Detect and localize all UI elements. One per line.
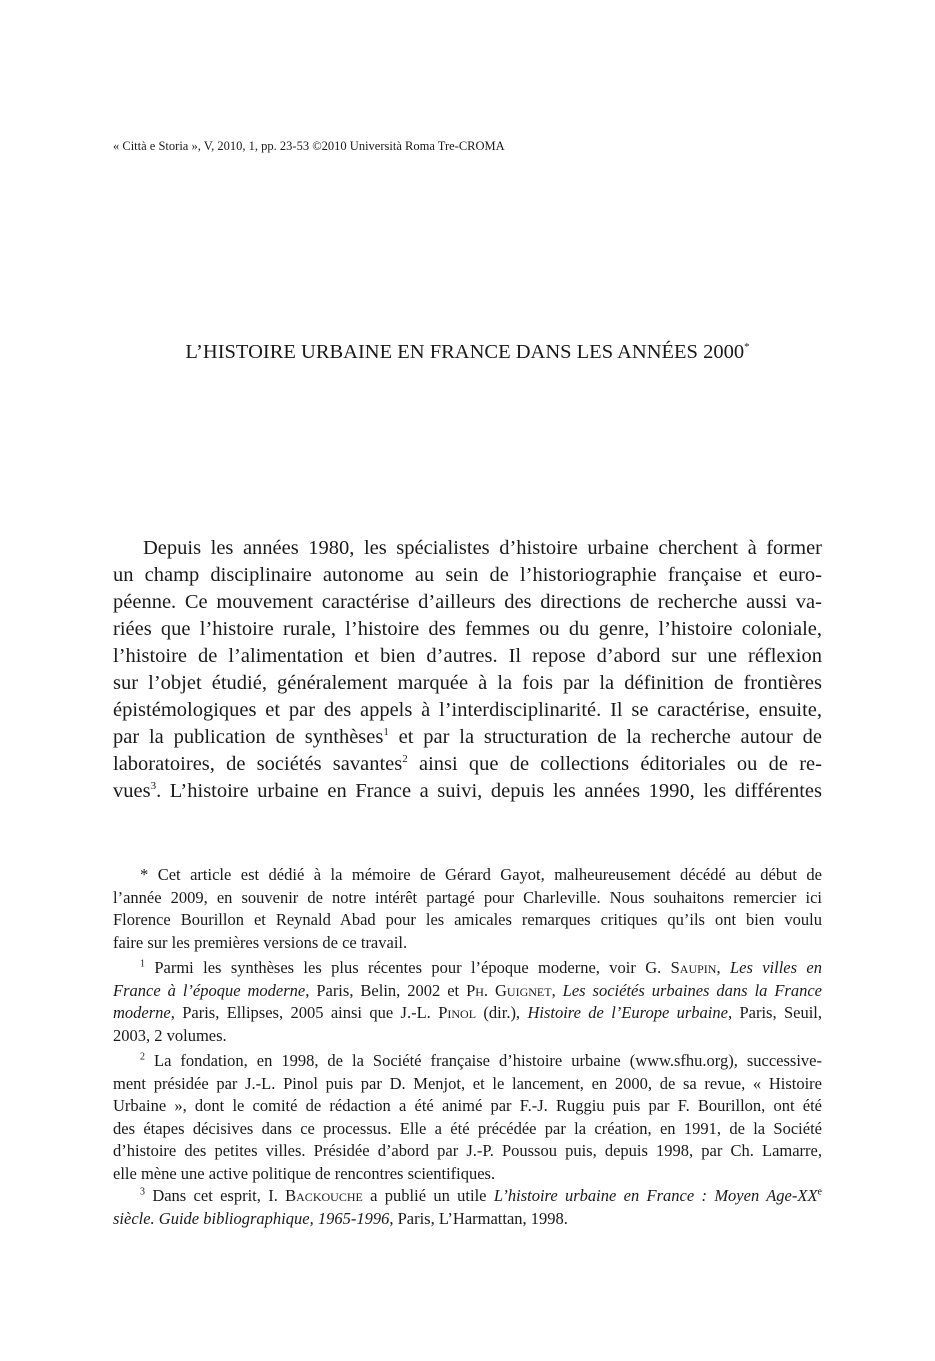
footnote-ref-2[interactable]: 2 — [402, 753, 408, 766]
author-name: Saupin — [670, 958, 717, 977]
author-name: Pinol — [438, 1003, 477, 1022]
body-line — [113, 751, 822, 778]
body-line: Depuis les années 1980, les spécialistes d’histoire urbaine cherchent à former — [143, 537, 822, 559]
note-text: a publié un utile — [362, 1186, 494, 1205]
footnote-2-number: 2 — [140, 1051, 145, 1063]
body-text-span: vues — [113, 780, 151, 802]
footnote-1-line — [113, 957, 822, 980]
footnote-2-line: d’histoire des petites villes. Présidée d’abord par J.-P. Poussou puis, depuis 1998, par Ch. Lamarre, — [113, 1141, 822, 1160]
body-text-span: par la publication de synthèses — [113, 726, 384, 748]
footnote-ref-1[interactable]: 1 — [383, 726, 389, 739]
footnote-1-line: 2003, 2 volumes. — [113, 1025, 227, 1045]
book-title: Les sociétés urbaines dans la France — [562, 980, 823, 1000]
footnote-3-line — [113, 1208, 822, 1231]
footnote-1-line — [113, 1002, 822, 1025]
footnote-star-line: * Cet article est dédié à la mémoire de Gérard Gayot, malheureusement décédé au début de — [140, 865, 822, 884]
footnote-2-line: elle mène une active politique de rencontres scientifiques. — [113, 1163, 496, 1183]
note-text: , — [716, 958, 730, 977]
note-text: , Paris, Belin, 2002 et — [305, 980, 467, 1000]
body-text-span: et par la structuration de la recherche autour de — [388, 726, 822, 748]
book-title: Histoire de l’Europe urbaine — [527, 1003, 728, 1022]
footnote-3-number: 3 — [140, 1186, 145, 1198]
book-title: L’histoire urbaine en France : Moyen Age-XX — [493, 1186, 818, 1205]
note-text: , Paris, Seuil, — [727, 1003, 823, 1022]
note-text: , Paris, Ellipses, 2005 ainsi que J.-L. — [170, 1003, 439, 1022]
note-text: Parmi les synthèses les plus récentes pour l’époque moderne, voir G. — [145, 958, 671, 977]
body-text-span: . L’histoire urbaine en France a suivi, depuis les années 1990, les différentes — [156, 780, 822, 802]
footnote-1-line — [113, 980, 822, 1003]
body-text-span: ainsi que de collections éditoriales ou de re- — [407, 753, 822, 775]
footnotes — [113, 864, 822, 1230]
running-header: « Città e Storia », V, 2010, 1, pp. 23-53 ©2010 Università Roma Tre-CROMA — [113, 139, 505, 153]
article-title — [0, 341, 935, 364]
note-text: , — [551, 980, 563, 1000]
body-line: épistémologiques et par des appels à l’interdisciplinarité. Il se caractérise, ensuite, — [113, 699, 822, 721]
title-note-mark[interactable]: * — [744, 341, 750, 354]
footnote-2-line: ment présidée par J.-L. Pinol puis par D. Menjot, et le lancement, en 2000, de sa revue, « Histoire — [113, 1073, 822, 1093]
body-paragraph — [113, 535, 822, 805]
body-line: sur l’objet étudié, généralement marquée à la fois par la définition de frontières — [113, 672, 822, 694]
note-text: , Paris, L’Harmattan, 1998. — [389, 1208, 568, 1228]
body-line: riées que l’histoire rurale, l’histoire des femmes ou du genre, l’histoire coloniale, — [113, 618, 822, 640]
article-title-text: L’HISTOIRE URBAINE EN FRANCE DANS LES ANNÉES 2000 — [185, 341, 745, 363]
footnote-2-line — [113, 1050, 822, 1073]
footnote-star-line: Florence Bourillon et Reynald Abad pour les amicales remarques critiques qu’ils ont bien voulu — [113, 910, 822, 929]
book-title: Les villes en — [729, 958, 822, 977]
footnote-1-number: 1 — [140, 958, 145, 970]
body-text-span: laboratoires, de sociétés savantes — [113, 753, 403, 775]
author-name: Ph. Guignet — [466, 980, 552, 1000]
body-line — [113, 778, 822, 805]
footnote-2-line: Urbaine », dont le comité de rédaction a été animé par F.-J. Ruggiu puis par F. Bourillon, ont été — [113, 1096, 822, 1115]
body-line: un champ disciplinaire autonome au sein de l’historiographie française et euro- — [113, 564, 822, 586]
note-text: (dir.), — [476, 1003, 528, 1022]
author-name: Backouche — [285, 1186, 363, 1205]
footnote-2-line: des étapes décisives dans ce processus. Elle a été précédée par la création, en 1991, de la Société — [113, 1118, 822, 1138]
superscript-e: e — [817, 1186, 822, 1198]
body-line — [113, 724, 822, 751]
note-text: La fondation, en 1998, de la Société française d’histoire urbaine (www.sfhu.org), successive- — [145, 1051, 822, 1070]
book-title: moderne — [113, 1003, 171, 1022]
book-title: siècle. Guide bibliographique, 1965-1996 — [113, 1208, 390, 1228]
footnote-3-line — [113, 1185, 822, 1208]
note-text: Dans cet esprit, I. — [145, 1186, 286, 1205]
body-line: péenne. Ce mouvement caractérise d’ailleurs des directions de recherche aussi va- — [113, 591, 822, 613]
footnote-ref-3[interactable]: 3 — [150, 780, 157, 793]
body-line: l’histoire de l’alimentation et bien d’autres. Il repose d’abord sur une réflexion — [113, 645, 822, 667]
footnote-star-line: l’année 2009, en souvenir de notre intérêt partagé pour Charleville. Nous souhaitons remercier ici — [113, 887, 822, 907]
book-title: France à l’époque moderne — [113, 980, 306, 1000]
footnote-star-line: faire sur les premières versions de ce travail. — [113, 932, 408, 952]
